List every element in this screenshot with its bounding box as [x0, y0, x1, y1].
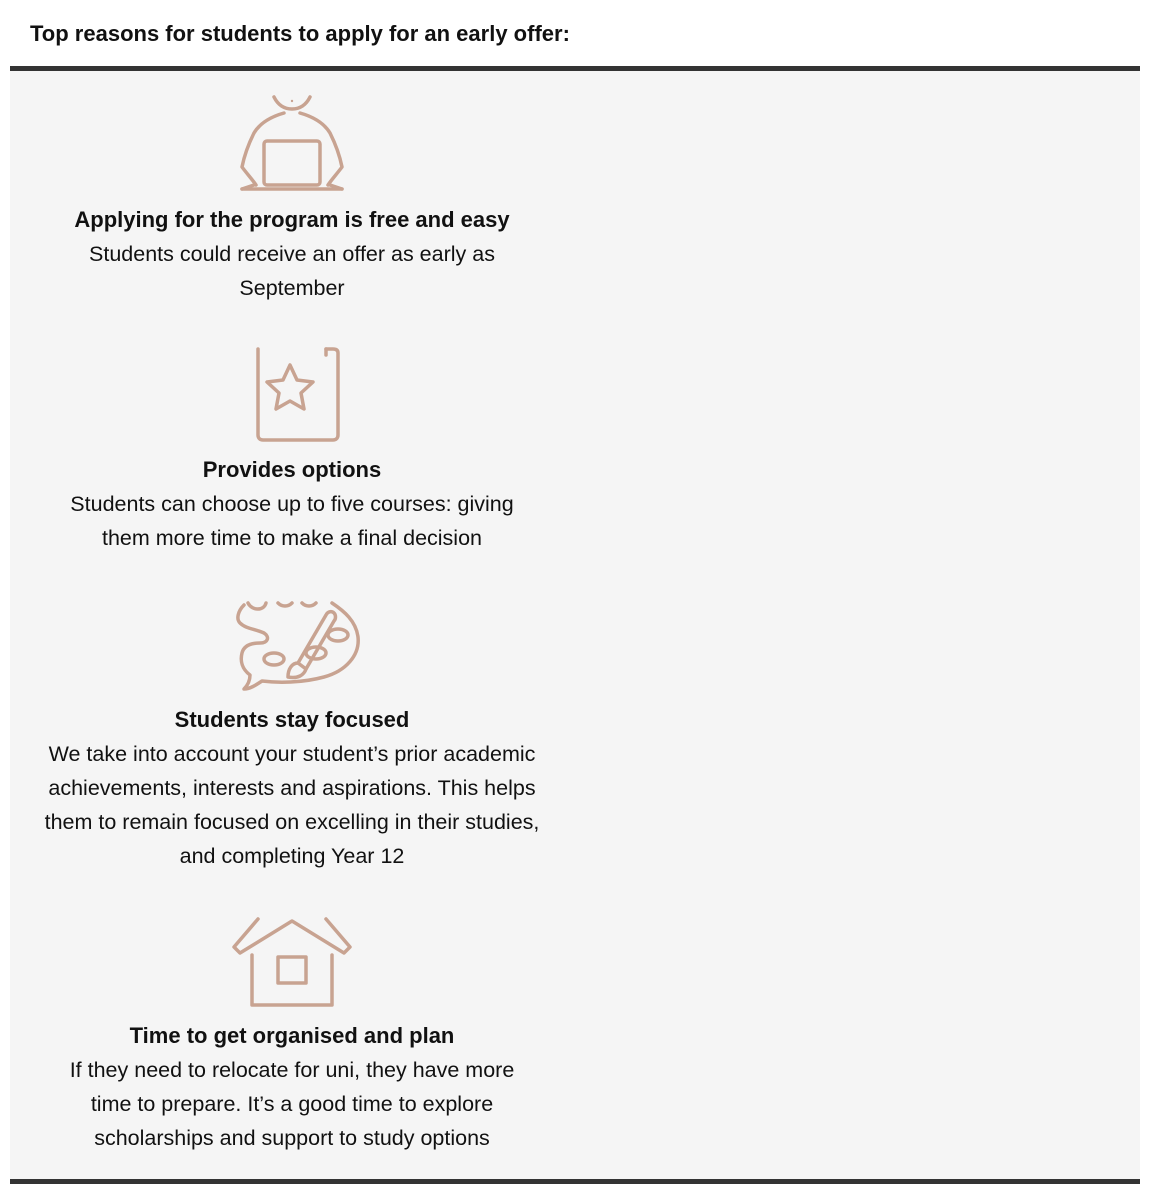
reasons-panel [10, 66, 1140, 1184]
star-document-icon [242, 347, 342, 443]
house-icon [230, 917, 354, 1009]
paint-palette-icon [222, 597, 362, 693]
reason-item-provides-options [10, 347, 574, 555]
reason-description: Students could receive an offer as early as September [89, 242, 495, 300]
reason-title: Applying for the program is free and easy [74, 207, 510, 232]
reason-title: Students stay focused [174, 707, 410, 732]
reason-title: Time to get organised and plan [129, 1023, 455, 1048]
reason-description: We take into account your student’s prior academic achievements, interests and aspirations. This helps them to remain focused on excelling in their studies, and completing Year 12 [44, 742, 540, 868]
reason-item-organised-and-plan [10, 917, 574, 1155]
reason-description: If they need to relocate for uni, they have more time to prepare. It’s a good time to explore scholarships and support to study options [69, 1058, 515, 1150]
person-laptop-icon [230, 93, 354, 193]
reason-description: Students can choose up to five courses: giving them more time to make a final decision [70, 492, 514, 550]
page-heading: Top reasons for students to apply for an early offer: [30, 21, 570, 46]
reason-item-stay-focused [10, 597, 574, 873]
reason-title: Provides options [202, 457, 382, 482]
reason-item-free-and-easy [10, 93, 574, 305]
